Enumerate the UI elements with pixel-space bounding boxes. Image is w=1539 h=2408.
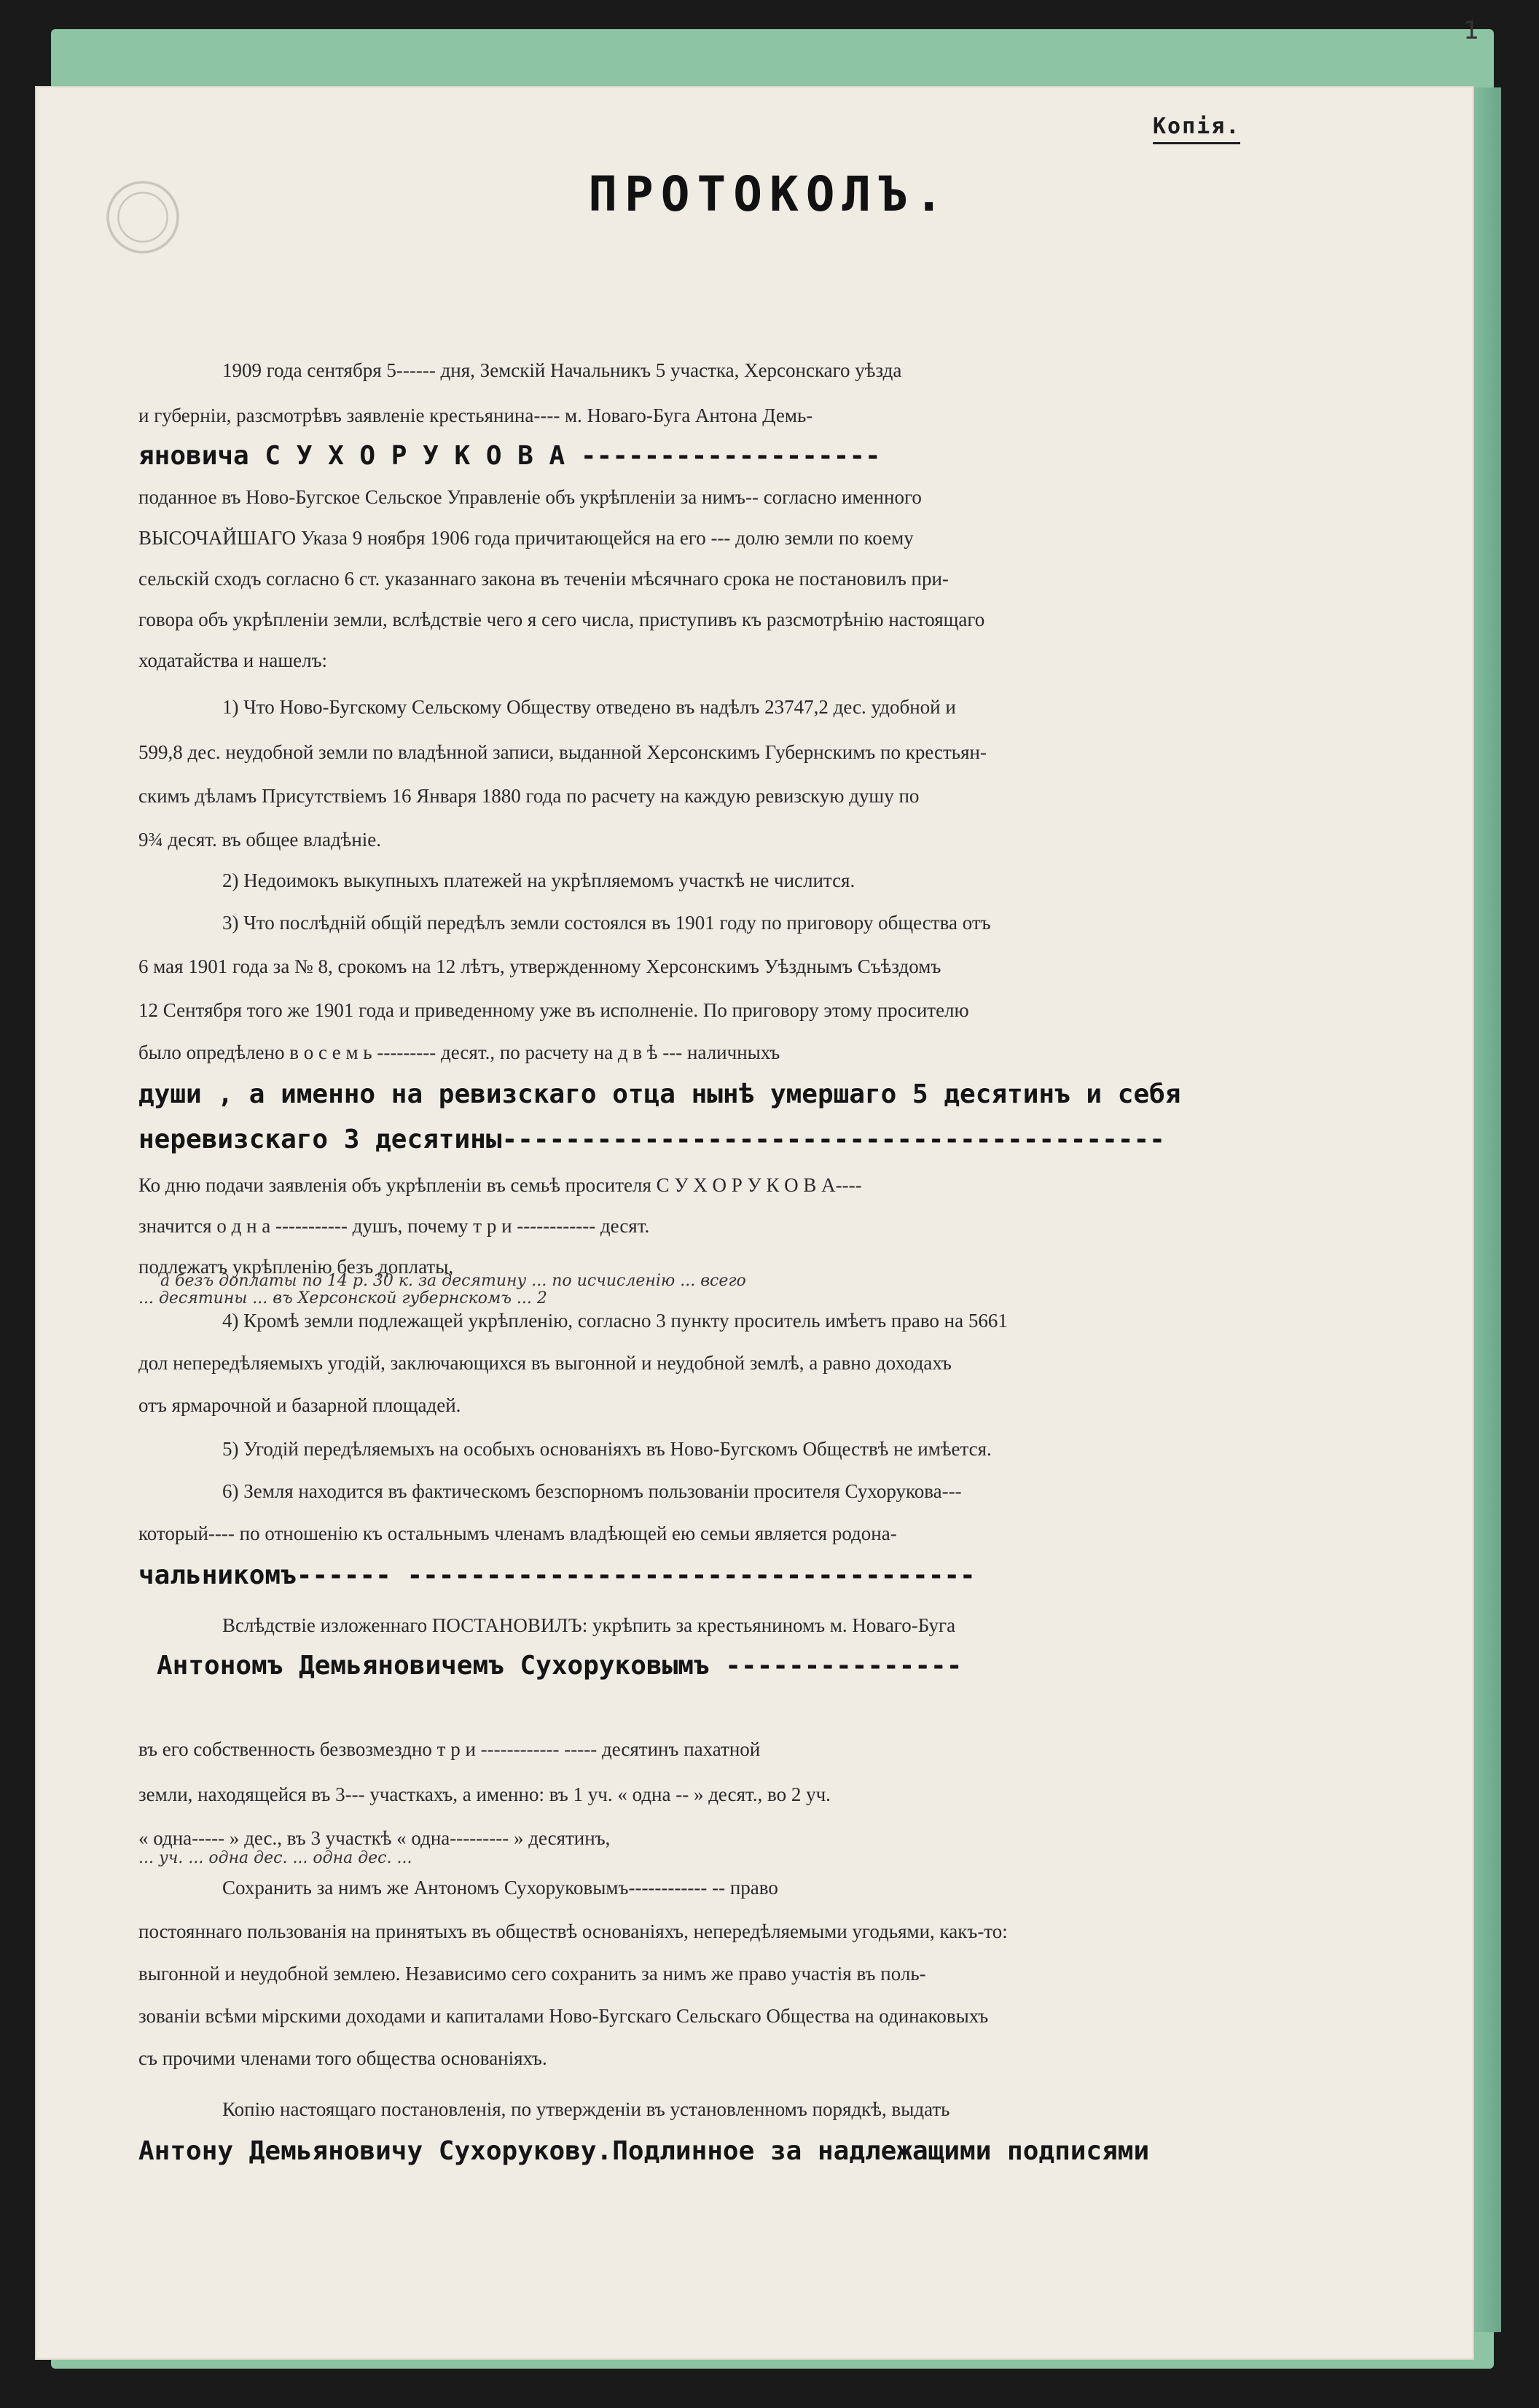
text-line: Ко дню подачи заявленія объ укрѣпленіи въ семьѣ просителя С У Х О Р У К О В А----	[138, 1174, 862, 1196]
text-line: 2) Недоимокъ выкупныхъ платежей на укрѣпляемомъ участкѣ не числится.	[222, 869, 855, 891]
text-line: 599,8 дес. неудобной земли по владѣнной записи, выданной Херсонскимъ Губернскимъ по крестьян-	[138, 741, 987, 763]
typed-line: яновича С У Х О Р У К О В А -------------------	[138, 441, 881, 471]
text-line: 6 мая 1901 года за № 8, срокомъ на 12 лѣтъ, утвержденному Херсонскимъ Уѣзднымъ Съѣздомъ	[138, 955, 941, 977]
typed-line: души , а именно на ревизскаго отца нынѣ умершаго 5 десятинъ и себя	[138, 1079, 1181, 1109]
text-line: 5) Угодій передѣляемыхъ на особыхъ основаніяхъ въ Ново-Бугскомъ Обществѣ не имѣется.	[222, 1438, 992, 1460]
text-line: который---- по отношенію къ остальнымъ членамъ владѣющей ею семьи является родона-	[138, 1522, 897, 1544]
handwritten-note: ... десятины ... въ Херсонской губернскомъ ... 2	[138, 1289, 547, 1307]
text-line: 1) Что Ново-Бугскому Сельскому Обществу отведено въ надѣлъ 23747,2 дес. удобной и	[222, 696, 956, 718]
text-line: сельскій сходъ согласно 6 ст. указаннаго закона въ теченіи мѣсячнаго срока не постановилъ при-	[138, 568, 949, 590]
text-line: скимъ дѣламъ Присутствіемъ 16 Января 1880 года по расчету на каждую ревизскую душу по	[138, 785, 920, 807]
text-line: подлежатъ укрѣпленію безъ доплаты,	[138, 1256, 454, 1278]
text-line: 6) Земля находится въ фактическомъ безспорномъ пользованіи просителя Сухорукова---	[222, 1480, 962, 1502]
typed-line: Антону Демьяновичу Сухорукову.Подлинное за надлежащими подписями	[138, 2136, 1150, 2166]
text-line: ВЫСОЧАЙШАГО Указа 9 ноября 1906 года причитающейся на его --- долю земли по коему	[138, 527, 914, 549]
text-line: Сохранить за нимъ же Антономъ Сухоруковымъ------------ -- право	[222, 1877, 778, 1899]
text-line: было опредѣлено в о с е м ь --------- десят., по расчету на д в ѣ --- наличныхъ	[138, 1041, 780, 1063]
text-line: « одна----- » дес., въ 3 участкѣ « одна--------- » десятинъ,	[138, 1827, 611, 1849]
page-number: 1	[1463, 16, 1479, 45]
text-line: съ прочими членами того общества основаніяхъ.	[138, 2047, 547, 2069]
text-line: зованіи всѣми мірскими доходами и капиталами Ново-Бугскаго Сельскаго Общества на одинаковыхъ	[138, 2005, 989, 2027]
typed-line: Антономъ Демьяновичемъ Сухоруковымъ ---------------	[157, 1651, 963, 1681]
text-line: поданное въ Ново-Бугское Сельское Управленіе объ укрѣпленіи за нимъ-- согласно именного	[138, 486, 922, 508]
text-line: выгонной и неудобной землею. Независимо сего сохранить за нимъ же право участія въ поль-	[138, 1963, 926, 1985]
text-line: постояннаго пользованія на принятыхъ въ обществѣ основаніяхъ, непередѣляемыми угодьями, какъ-то:	[138, 1920, 1008, 1942]
text-line: говора объ укрѣпленіи земли, вслѣдствіе чего я сего числа, приступивъ къ разсмотрѣнію настоящаго	[138, 609, 985, 630]
typed-line: чальникомъ------ ------------------------------------	[138, 1560, 976, 1590]
typed-line: неревизскаго 3 десятины------------------------------------------	[138, 1125, 1165, 1154]
text-line: 4) Кромѣ земли подлежащей укрѣпленію, согласно 3 пункту проситель имѣетъ право на 5661	[222, 1310, 1008, 1332]
text-line: дол непередѣляемыхъ угодій, заключающихся въ выгонной и неудобной землѣ, а равно доходахъ	[138, 1352, 952, 1374]
text-line: 9¾ десят. въ общее владѣніе.	[138, 829, 382, 851]
copy-label: Копія.	[1153, 114, 1240, 144]
text-line: 3) Что послѣдній общій передѣлъ земли состоялся въ 1901 году по приговору общества отъ	[222, 912, 991, 934]
text-line: и губерніи, разсмотрѣвъ заявленіе крестьянина---- м. Новаго-Буга Антона Демь-	[138, 404, 813, 426]
text-line: земли, находящейся въ 3--- участкахъ, а именно: въ 1 уч. « одна -- » десят., во 2 уч.	[138, 1783, 831, 1805]
text-line: въ его собственность безвозмездно т р и ------------ ----- десятинъ пахатной	[138, 1738, 761, 1760]
document-title: ПРОТОКОЛЪ.	[588, 166, 951, 222]
text-line: ходатайства и нашелъ:	[138, 649, 328, 671]
text-line: 12 Сентября того же 1901 года и приведенному уже въ исполненіе. По приговору этому просителю	[138, 999, 969, 1021]
text-line: отъ ярмарочной и базарной площадей.	[138, 1394, 461, 1416]
text-line: Вслѣдствіе изложеннаго ПОСТАНОВИЛЪ: укрѣпить за крестьяниномъ м. Новаго-Буга	[222, 1614, 956, 1636]
text-line: Копію настоящаго постановленія, по утвержденіи въ установленномъ порядкѣ, выдать	[222, 2098, 950, 2120]
text-line: значится о д н а ----------- душъ, почему т р и ------------ десят.	[138, 1215, 650, 1237]
text-line: 1909 года сентября 5------ дня, Земскій Начальникъ 5 участка, Херсонскаго уѣзда	[222, 359, 902, 381]
handwritten-note: а безъ доплаты по 14 р. 30 к. за десятину ... по исчисленію ... всего	[160, 1272, 746, 1290]
handwritten-note: ... уч. ... одна дес. ... одна дес. ...	[138, 1849, 412, 1867]
